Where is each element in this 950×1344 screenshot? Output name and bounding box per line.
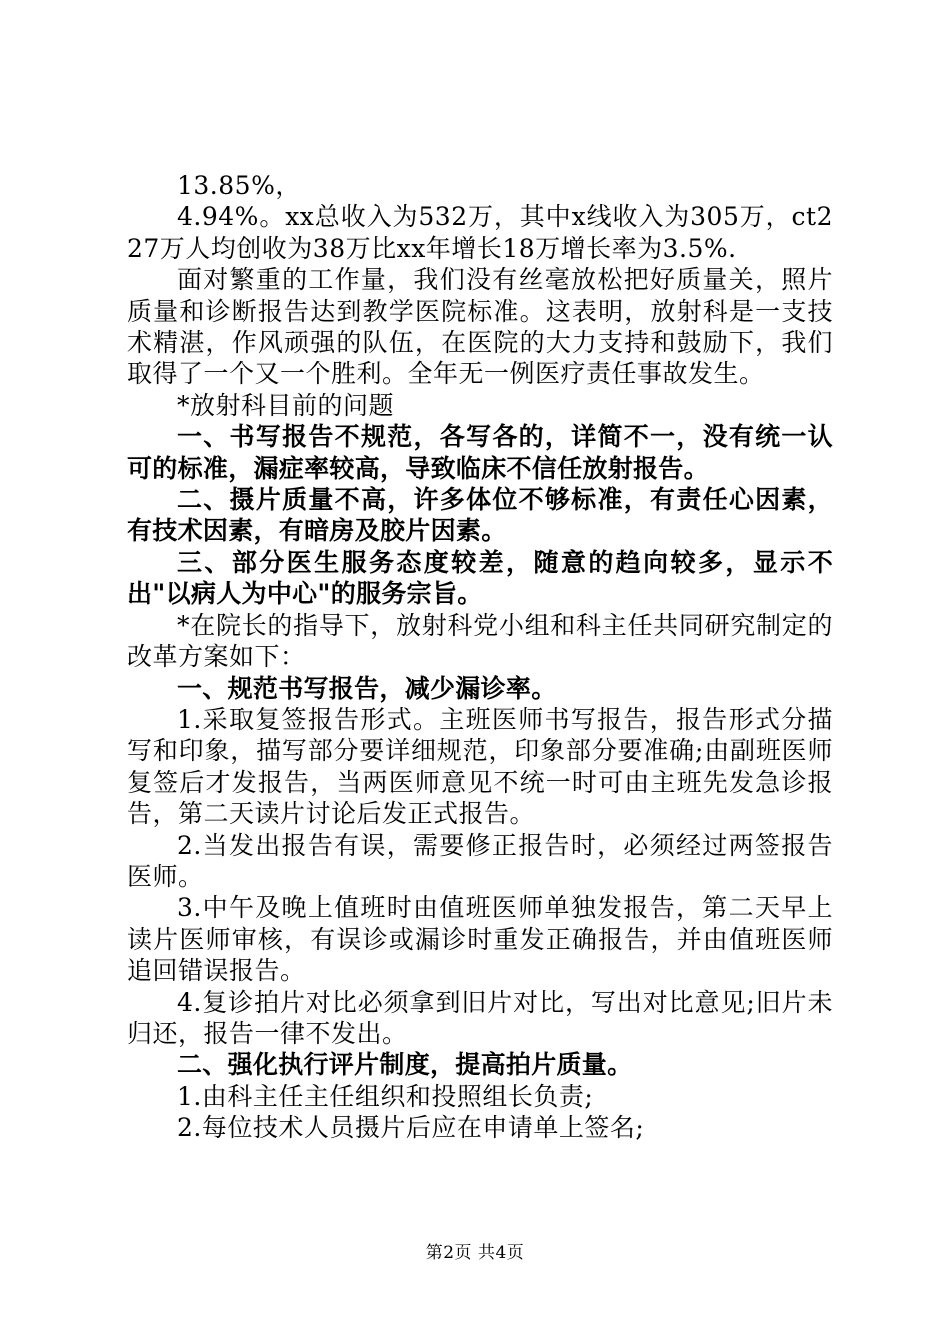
section-heading-problems: *放射科目前的问题 bbox=[177, 390, 395, 420]
reform-item-2-1: 1.由科主任主任组织和投照组长负责; bbox=[177, 1081, 594, 1111]
section-heading-reform: *在院长的指导下，放射科党小组和科主任共同研究制定的改革方案如下： bbox=[127, 610, 833, 672]
reform-item-2-2: 2.每位技术人员摄片后应在申请单上签名; bbox=[177, 1113, 645, 1143]
problem-2: 二、摄片质量不高，许多体位不够标准，有责任心因素，有技术因素，有暗房及胶片因素。 bbox=[127, 485, 833, 546]
paragraph-1: 13.85%， bbox=[177, 171, 301, 200]
problem-1: 一、书写报告不规范，各写各的，详简不一，没有统一认可的标准，漏症率较高，导致临床不信任放射报告。 bbox=[127, 422, 833, 483]
reform-item-1-1: 1.采取复签报告形式。主班医师书写报告，报告形式分描写和印象，描写部分要详细规范，印象部分要准确;由副班医师复签后才发报告，当两医师意见不统一时可由主班先发急诊报告，第二天读片讨论后发正式报告。 bbox=[127, 704, 833, 829]
reform-item-1-4: 4.复诊拍片对比必须拿到旧片对比，写出对比意见;旧片未归还，报告一律不发出。 bbox=[127, 987, 833, 1048]
reform-heading-2: 二、强化执行评片制度，提高拍片质量。 bbox=[177, 1050, 633, 1080]
paragraph-2: 4.94%。xx总收入为532万，其中x线收入为305万，ct227万人均创收为38万比xx年增长18万增长率为3.5%. bbox=[127, 202, 833, 263]
problem-3: 三、部分医生服务态度较差，随意的趋向较多，显示不出"以病人为中心"的服务宗旨。 bbox=[127, 547, 833, 609]
document-body bbox=[127, 170, 833, 1144]
page-number-footer: 第2页 共4页 bbox=[425, 1243, 525, 1263]
reform-item-1-2: 2.当发出报告有误，需要修正报告时，必须经过两签报告医师。 bbox=[127, 830, 833, 891]
reform-heading-1: 一、规范书写报告，减少漏诊率。 bbox=[177, 673, 557, 703]
paragraph-3: 面对繁重的工作量，我们没有丝毫放松把好质量关，照片质量和诊断报告达到教学医院标准。这表明，放射科是一支技术精湛，作风顽强的队伍，在医院的大力支持和鼓励下，我们取得了一个又一个胜利。全年无一例医疗责任事故发生。 bbox=[127, 265, 833, 389]
reform-item-1-3: 3.中午及晚上值班时由值班医师单独发报告，第二天早上读片医师审核，有误诊或漏诊时重发正确报告，并由值班医师追回错误报告。 bbox=[127, 893, 833, 986]
